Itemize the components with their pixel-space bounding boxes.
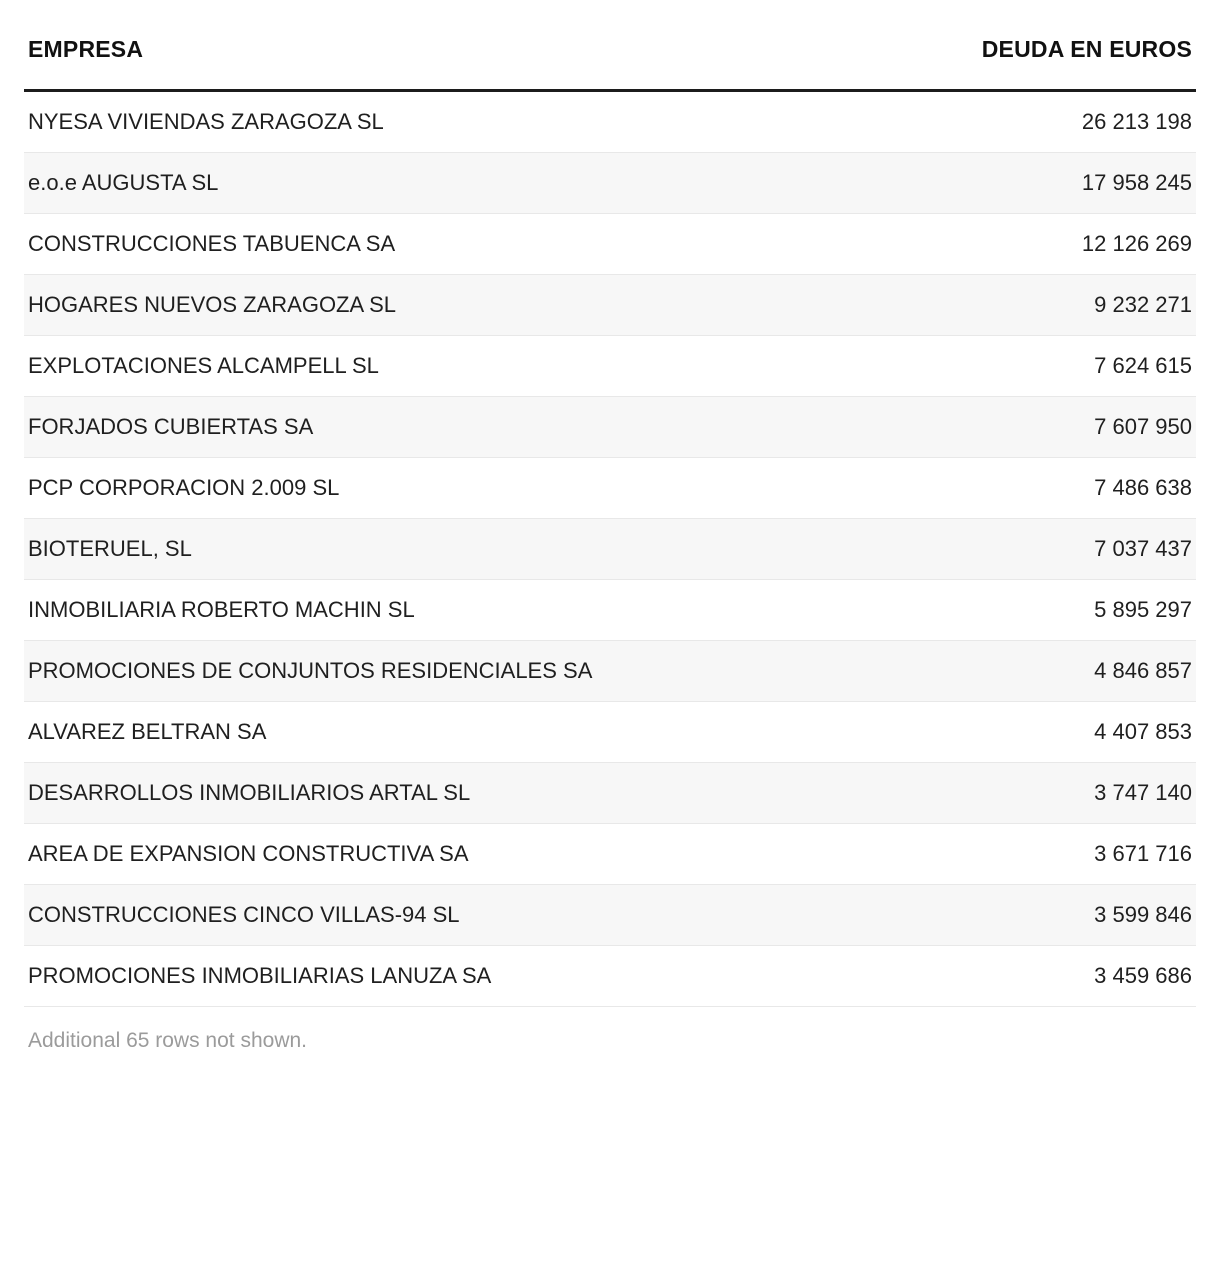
table-row	[24, 885, 1196, 946]
cell-debt: 3 599 846	[772, 885, 1196, 946]
cell-company: PROMOCIONES INMOBILIARIAS LANUZA SA	[24, 946, 772, 1007]
table-header-row	[24, 0, 1196, 91]
cell-debt: 5 895 297	[772, 580, 1196, 641]
cell-company: FORJADOS CUBIERTAS SA	[24, 397, 772, 458]
cell-company: ALVAREZ BELTRAN SA	[24, 702, 772, 763]
cell-debt: 7 624 615	[772, 336, 1196, 397]
cell-debt: 17 958 245	[772, 153, 1196, 214]
table-body	[24, 91, 1196, 1007]
cell-company: CONSTRUCCIONES CINCO VILLAS-94 SL	[24, 885, 772, 946]
cell-company: BIOTERUEL, SL	[24, 519, 772, 580]
table-row	[24, 946, 1196, 1007]
cell-company: PCP CORPORACION 2.009 SL	[24, 458, 772, 519]
table-row	[24, 702, 1196, 763]
cell-company: INMOBILIARIA ROBERTO MACHIN SL	[24, 580, 772, 641]
cell-company: CONSTRUCCIONES TABUENCA SA	[24, 214, 772, 275]
table-row	[24, 519, 1196, 580]
table-row	[24, 397, 1196, 458]
cell-company: AREA DE EXPANSION CONSTRUCTIVA SA	[24, 824, 772, 885]
table-row	[24, 641, 1196, 702]
cell-company: EXPLOTACIONES ALCAMPELL SL	[24, 336, 772, 397]
cell-debt: 7 486 638	[772, 458, 1196, 519]
cell-company: HOGARES NUEVOS ZARAGOZA SL	[24, 275, 772, 336]
table-row	[24, 458, 1196, 519]
cell-company: PROMOCIONES DE CONJUNTOS RESIDENCIALES SA	[24, 641, 772, 702]
cell-debt: 7 607 950	[772, 397, 1196, 458]
cell-debt: 4 846 857	[772, 641, 1196, 702]
cell-debt: 26 213 198	[772, 91, 1196, 153]
cell-debt: 3 747 140	[772, 763, 1196, 824]
table-header	[24, 0, 1196, 91]
table-row	[24, 91, 1196, 153]
column-header-company: EMPRESA	[24, 0, 772, 91]
table-row	[24, 336, 1196, 397]
table-row	[24, 153, 1196, 214]
table-row	[24, 580, 1196, 641]
table-row	[24, 763, 1196, 824]
cell-debt: 12 126 269	[772, 214, 1196, 275]
cell-debt: 7 037 437	[772, 519, 1196, 580]
company-debt-table	[24, 0, 1196, 1007]
cell-debt: 9 232 271	[772, 275, 1196, 336]
cell-debt: 3 459 686	[772, 946, 1196, 1007]
column-header-debt: DEUDA EN EUROS	[772, 0, 1196, 91]
cell-company: e.o.e AUGUSTA SL	[24, 153, 772, 214]
cell-debt: 4 407 853	[772, 702, 1196, 763]
table-footnote: Additional 65 rows not shown.	[28, 1029, 307, 1052]
table-row	[24, 824, 1196, 885]
table-row	[24, 275, 1196, 336]
cell-company: DESARROLLOS INMOBILIARIOS ARTAL SL	[24, 763, 772, 824]
cell-debt: 3 671 716	[772, 824, 1196, 885]
table-row	[24, 214, 1196, 275]
cell-company: NYESA VIVIENDAS ZARAGOZA SL	[24, 91, 772, 153]
